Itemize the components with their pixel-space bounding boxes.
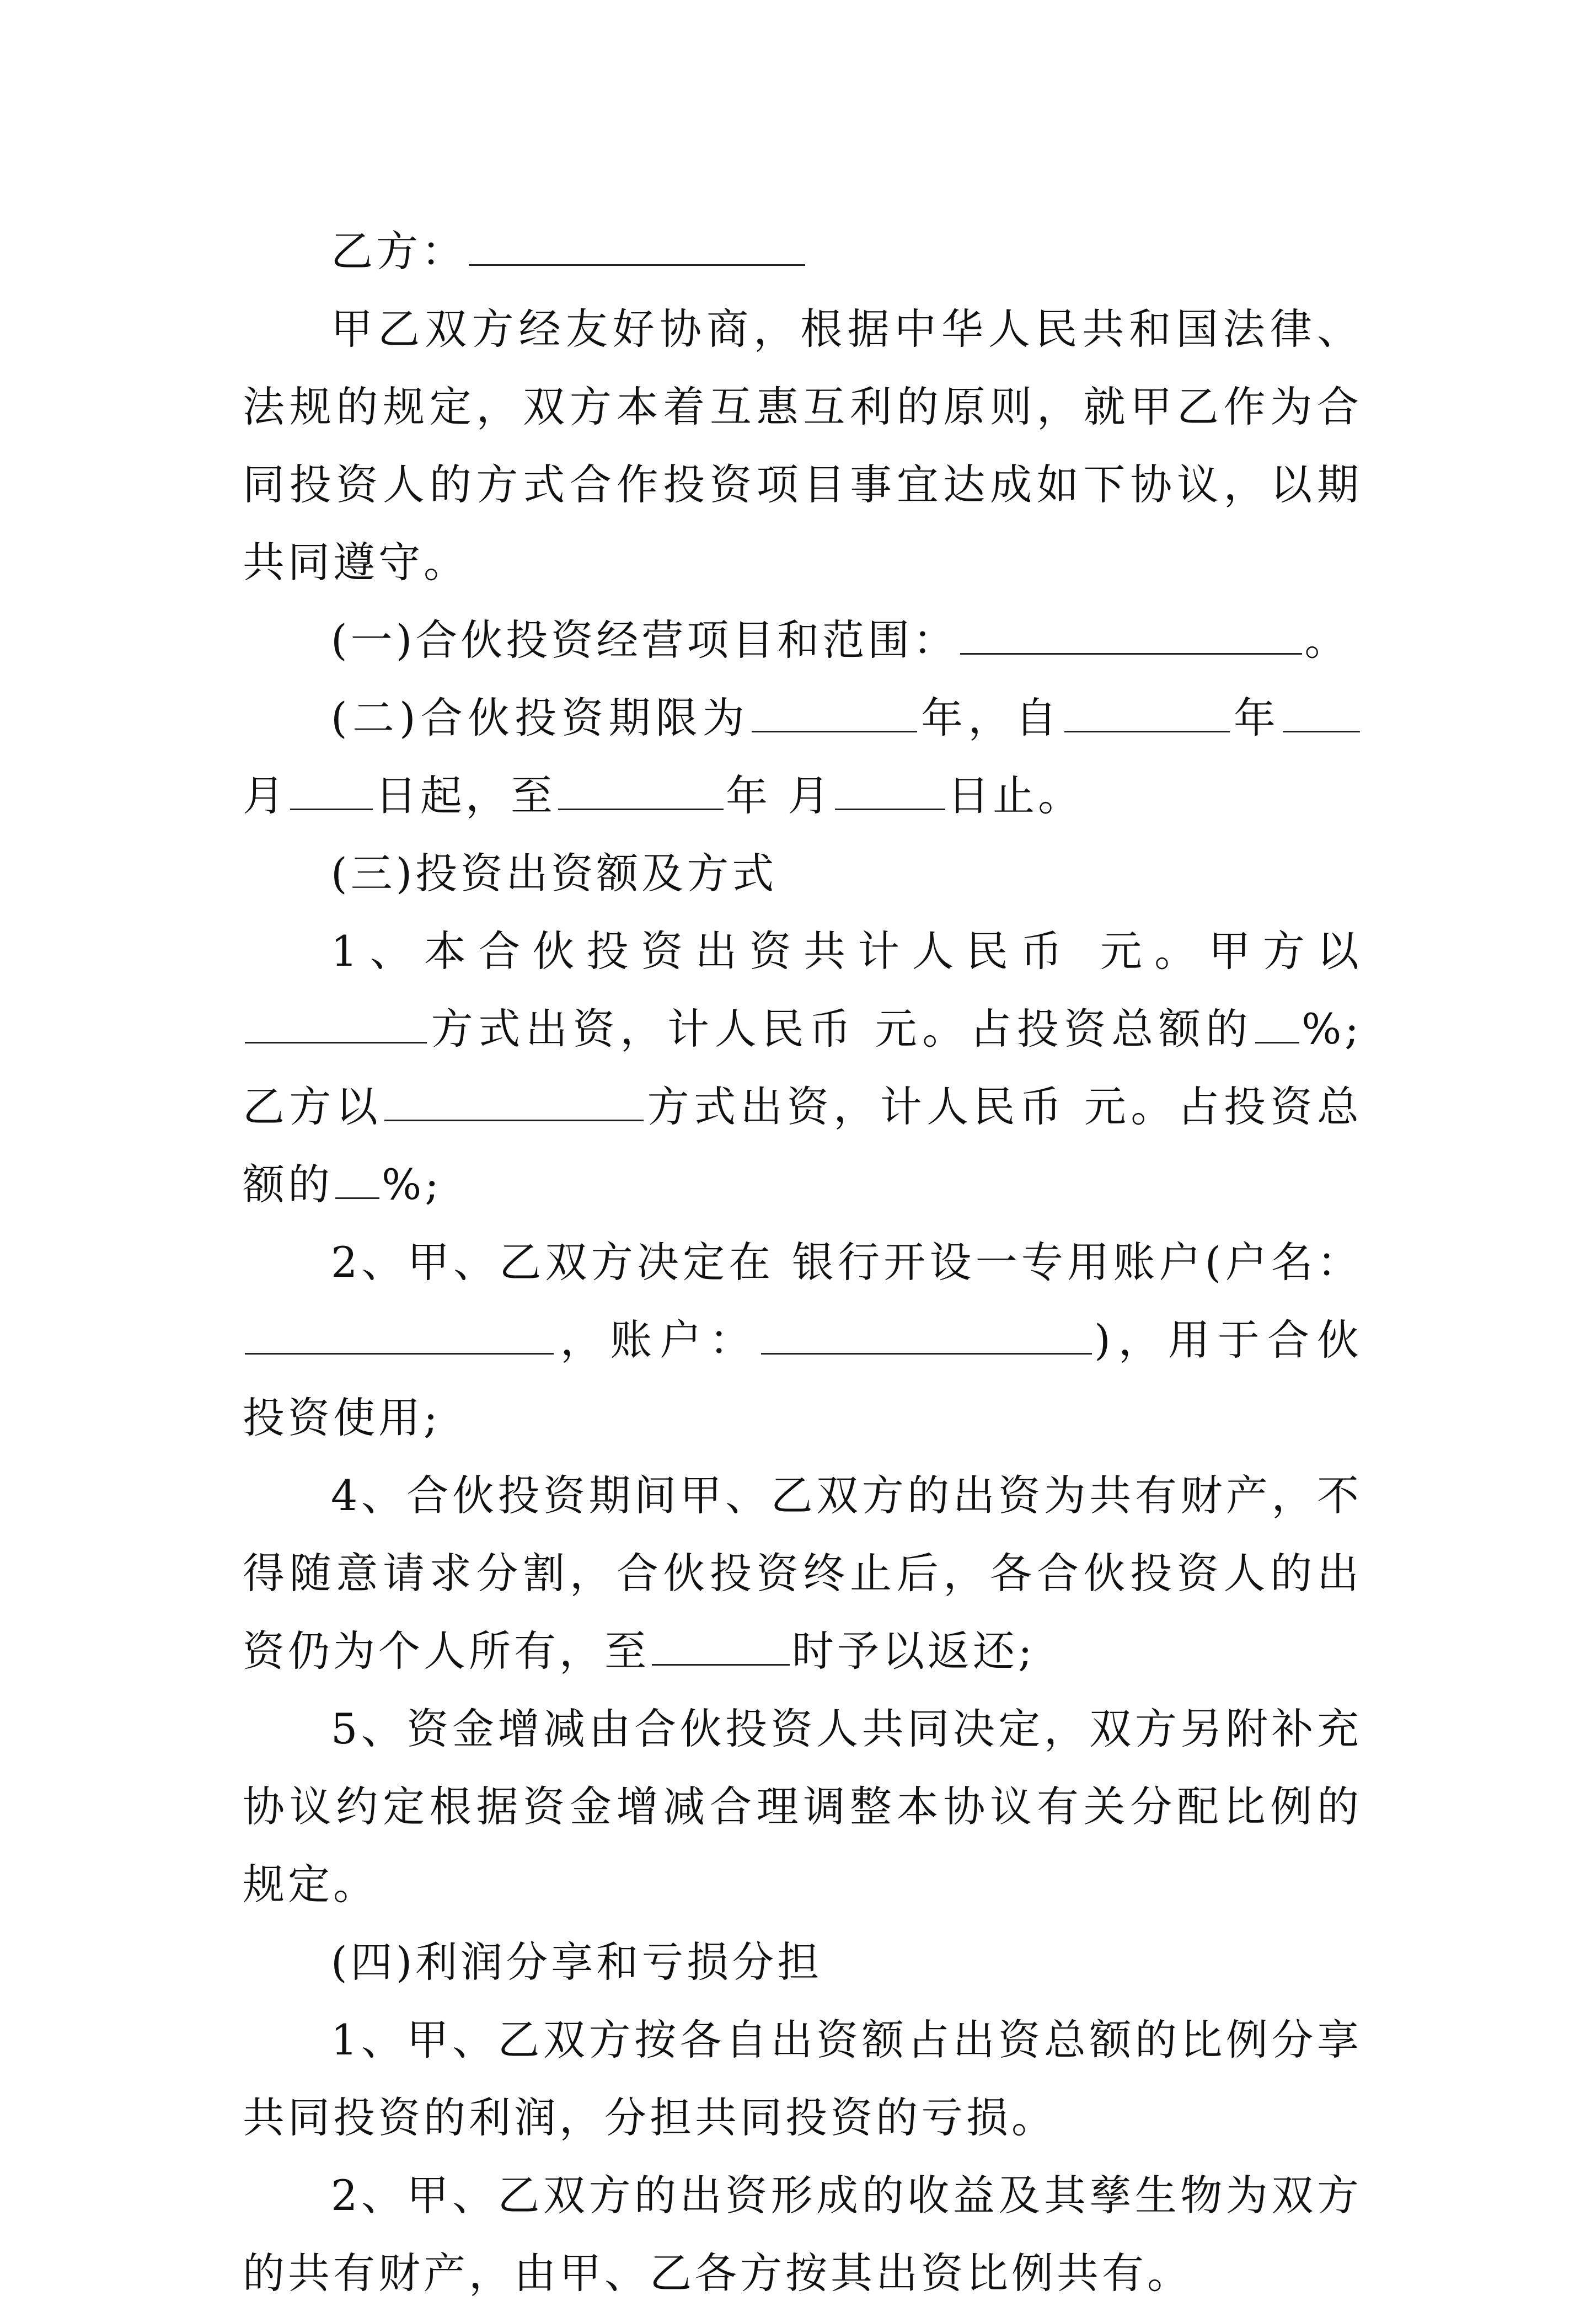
item-2-text-2: ，账户：: [556, 1315, 759, 1364]
item-1-text-1: 1、本合伙投资出资共计人民币 元。甲方以: [331, 927, 1362, 976]
party-a-method-blank: [245, 1003, 427, 1043]
party-b-blank: [469, 226, 805, 266]
term-text-5: 日起，至: [375, 771, 556, 820]
item-1-text-5: %;: [382, 1160, 442, 1209]
section-2-term: [243, 679, 1362, 834]
section-3-title: (三)投资出资额及方式: [331, 849, 778, 898]
section-4-title: (四)利润分享和亏损分担: [331, 1938, 823, 1987]
account-name-blank: [245, 1314, 554, 1355]
start-year-blank: [1064, 692, 1230, 732]
term-text-6: 年 月: [726, 771, 833, 820]
term-text-3: 年: [1231, 693, 1281, 742]
term-text-7: 日止。: [947, 771, 1084, 820]
party-b-line: [243, 212, 1362, 290]
section-4-item-2: 2、甲、乙双方的出资形成的收益及其孳生物为双方的共有财产，由甲、乙各方按其出资比例共有。: [243, 2171, 1362, 2298]
party-b-label: 乙方：: [331, 227, 467, 276]
section-1-text: (一)合伙投资经营项目和范围：: [331, 616, 958, 665]
party-b-percent-blank: [335, 1159, 379, 1199]
section-3-item-4: [243, 1457, 1362, 1690]
item-4-text-1: 4、合伙投资期间甲、乙双方的出资为共有财产，不得随意请求分割，合伙投资终止后，各合伙投资人的出资仍为个人所有，至: [243, 1471, 1362, 1676]
party-b-method-blank: [384, 1081, 644, 1121]
item-4-text-2: 时予以返还;: [792, 1626, 1036, 1676]
account-number-blank: [761, 1314, 1092, 1355]
term-text-2: 年，自: [919, 693, 1062, 742]
item-1-text-4: 方式出资，计人民币 元。占投资总额的: [243, 1082, 1362, 1209]
item-1-text-3: %;乙方以: [243, 1004, 1362, 1131]
item-2-text-3: )，用于合伙投资使用;: [243, 1315, 1362, 1442]
section-1-end: 。: [1304, 616, 1350, 665]
return-time-blank: [652, 1625, 790, 1666]
start-day-blank: [290, 770, 373, 810]
section-1-scope: [243, 601, 1362, 679]
term-text-1: (二)合伙投资期限为: [331, 693, 749, 742]
contract-body: [243, 212, 1362, 2312]
scope-blank: [960, 614, 1302, 655]
start-month-blank: [1283, 692, 1360, 732]
end-day-blank: [835, 770, 945, 810]
item-1-text-2: 方式出资，计人民币 元。占投资总额的: [429, 1004, 1254, 1053]
section-3-item-5: 5、资金增减由合伙投资人共同决定，双方另附补充协议约定根据资金增减合理调整本协议有关分配比例的规定。: [243, 1704, 1362, 1909]
party-a-percent-blank: [1255, 1003, 1299, 1043]
term-text-4: 月: [243, 771, 288, 820]
intro-paragraph: 甲乙双方经友好协商，根据中华人民共和国法律、法规的规定，双方本着互惠互利的原则，就甲乙作为合同投资人的方式合作投资项目事宜达成如下协议，以期共同遵守。: [243, 304, 1362, 587]
section-4-item-1: 1、甲、乙双方按各自出资额占出资总额的比例分享共同投资的利润，分担共同投资的亏损。: [243, 2015, 1362, 2142]
section-3-item-1: [243, 912, 1362, 1223]
item-2-text-1: 2、甲、乙双方决定在 银行开设一专用账户(户名：: [331, 1238, 1362, 1287]
section-3-item-2: [243, 1223, 1362, 1457]
end-year-blank: [558, 770, 724, 810]
term-years-blank: [752, 692, 917, 732]
